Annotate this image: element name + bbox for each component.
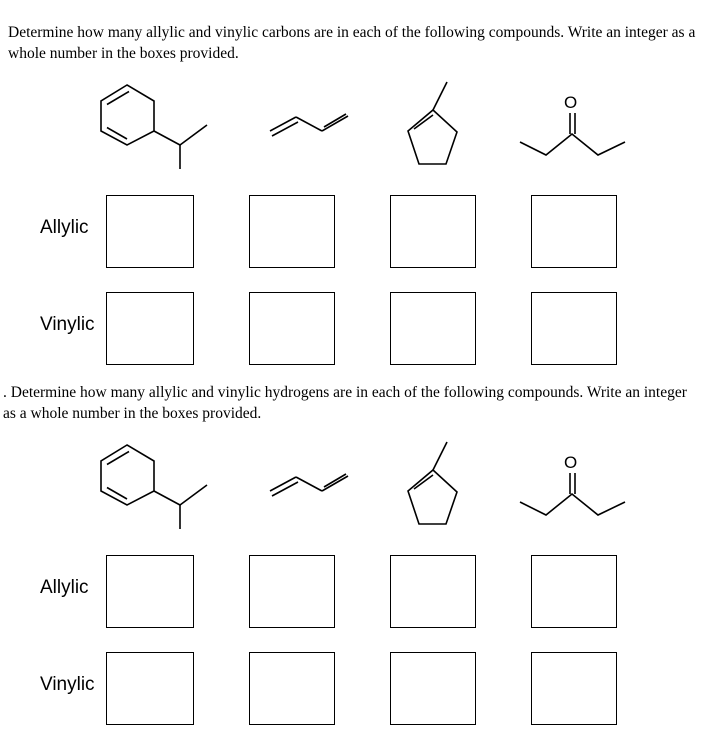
answer-input-allylic-hydrogens-2[interactable] [249,555,335,628]
oxygen-atom-label: O [564,453,578,472]
compound-structures [0,360,721,550]
answer-input-vinylic-hydrogens-3[interactable] [390,652,476,725]
answer-input-allylic-carbons-3[interactable] [390,195,476,268]
compound-structures [0,0,721,190]
oxygen-atom-label: O [564,93,578,112]
answer-input-allylic-carbons-4[interactable] [531,195,617,268]
answer-input-vinylic-carbons-2[interactable] [249,292,335,365]
question-1 [0,0,721,360]
answer-input-vinylic-carbons-3[interactable] [390,292,476,365]
answer-input-vinylic-carbons-1[interactable] [106,292,194,365]
row-label-allylic: Allylic [40,217,89,238]
row-label-vinylic: Vinylic [40,314,95,335]
answer-input-allylic-hydrogens-3[interactable] [390,555,476,628]
compound-methylcyclopentene [408,82,457,164]
row-label-allylic: Allylic [40,577,89,598]
compound-butadiene [270,474,348,496]
question-prompt: . Determine how many allylic and vinylic hydrogens are in each of the following compounds. Write an integer as a whole number in the boxes provided. [3,384,687,422]
answer-input-allylic-hydrogens-1[interactable] [106,555,194,628]
compound-isopropylcyclohexene [101,445,207,529]
question-prompt: Determine how many allylic and vinylic carbons are in each of the following compounds. Write an integer as a whole number in the boxes provided. [8,24,696,62]
compound-isopropylcyclohexene [101,85,207,169]
compound-pentanone [520,93,625,155]
question-2 [0,360,721,720]
answer-input-vinylic-hydrogens-2[interactable] [249,652,335,725]
answer-input-allylic-carbons-2[interactable] [249,195,335,268]
row-label-vinylic: Vinylic [40,674,95,695]
answer-input-allylic-carbons-1[interactable] [106,195,194,268]
compound-methylcyclopentene [408,442,457,524]
compound-butadiene [270,114,348,136]
compound-pentanone [520,453,625,515]
answer-input-allylic-hydrogens-4[interactable] [531,555,617,628]
answer-input-vinylic-hydrogens-4[interactable] [531,652,617,725]
answer-input-vinylic-carbons-4[interactable] [531,292,617,365]
answer-input-vinylic-hydrogens-1[interactable] [106,652,194,725]
